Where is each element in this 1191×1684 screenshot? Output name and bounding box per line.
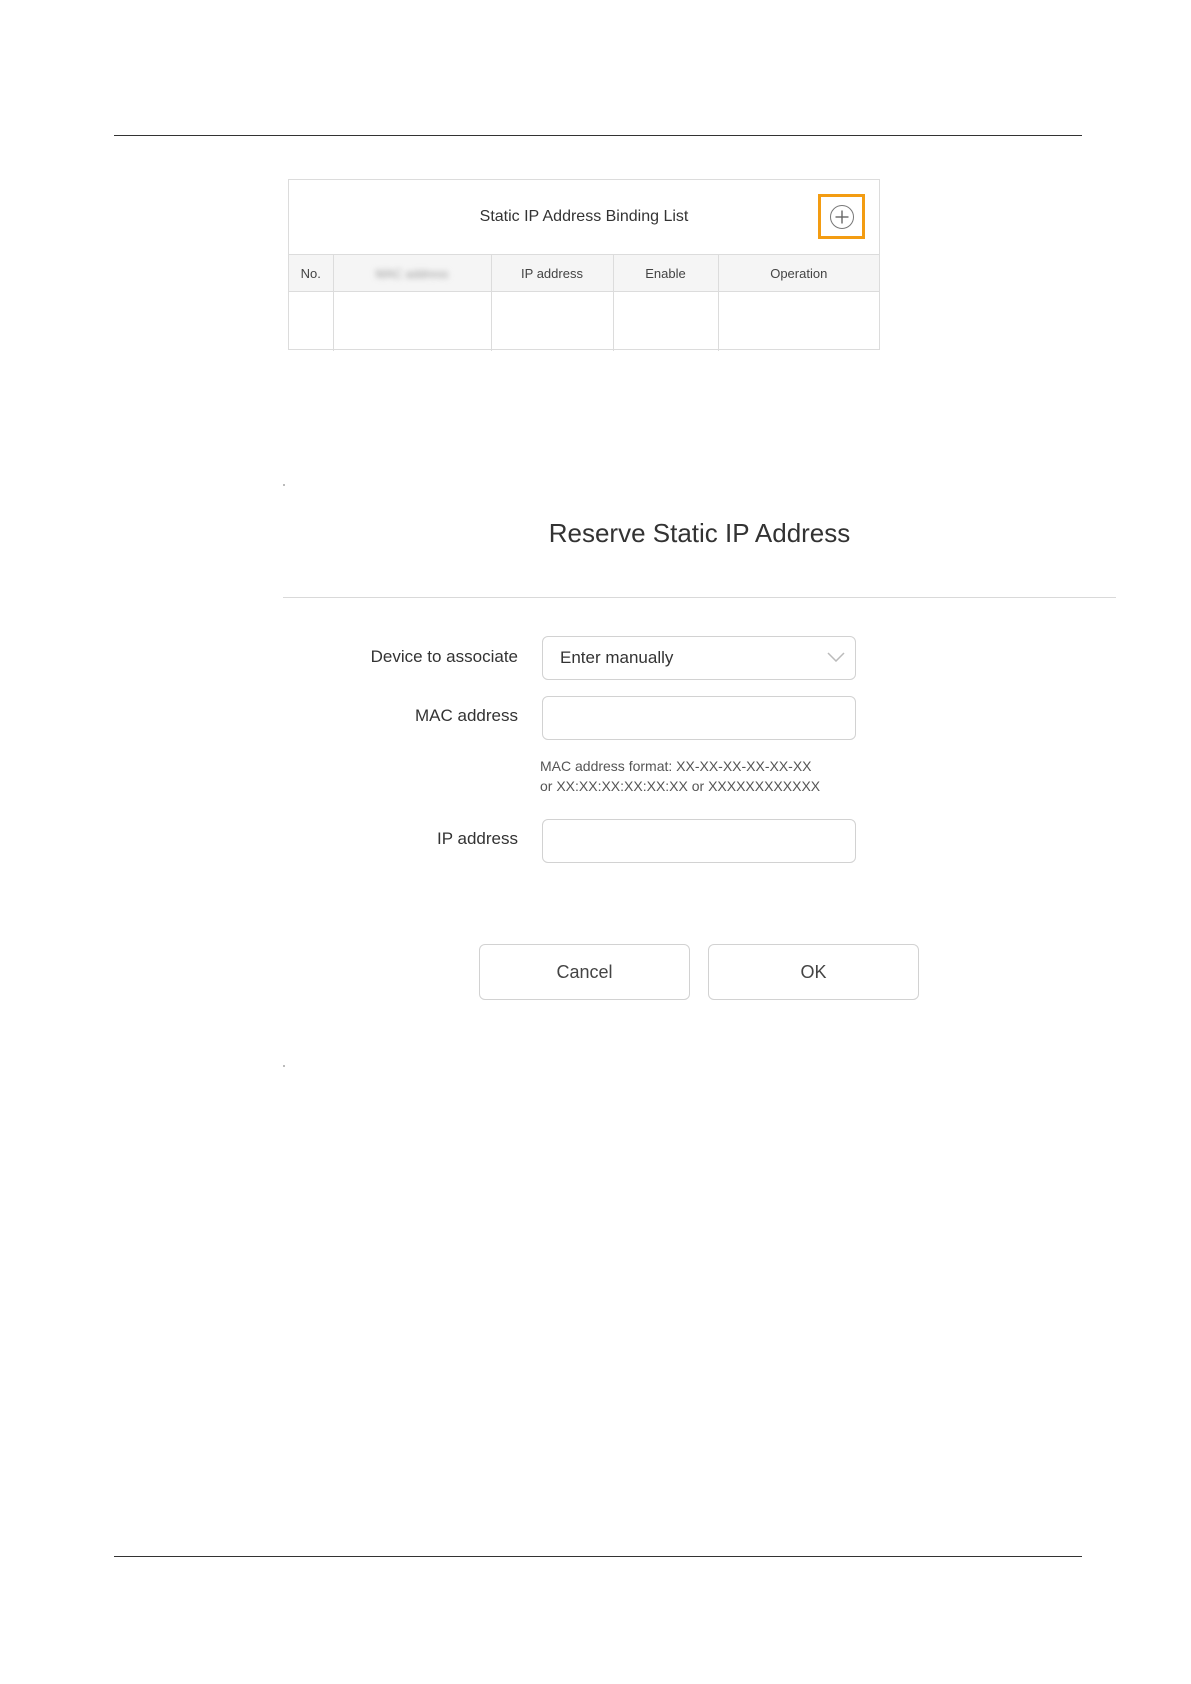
mac-address-hint [540, 756, 820, 796]
column-header-no: No. [289, 255, 333, 292]
blurred-header-label: MAC address [375, 266, 449, 281]
mac-address-label: MAC address [415, 706, 518, 725]
add-binding-button[interactable] [830, 205, 854, 229]
device-to-associate-select[interactable] [542, 636, 856, 680]
add-button-highlight [818, 194, 865, 239]
cancel-button[interactable]: Cancel [479, 944, 690, 1000]
page-footer-rule [114, 1556, 1082, 1557]
ok-button[interactable]: OK [708, 944, 919, 1000]
table-cell [613, 292, 718, 352]
ip-address-label: IP address [437, 829, 518, 848]
dialog-divider [283, 597, 1116, 598]
binding-list-title: Static IP Address Binding List [479, 208, 689, 225]
mac-hint-line: or XX:XX:XX:XX:XX:XX or XXXXXXXXXXXX [540, 778, 821, 794]
table-cell [718, 292, 879, 352]
column-header-ip: IP address [491, 255, 613, 292]
column-header-operation: Operation [718, 255, 879, 292]
column-header-enable: Enable [613, 255, 718, 292]
plus-circle-icon [835, 210, 849, 224]
device-to-associate-label: Device to associate [370, 647, 518, 666]
binding-list-table [289, 254, 879, 351]
binding-list-panel [288, 179, 880, 350]
mac-address-input[interactable] [542, 696, 856, 740]
table-cell [333, 292, 491, 352]
page-header-rule [114, 135, 1082, 136]
chevron-down-icon [827, 652, 845, 662]
column-header-mac [333, 255, 491, 292]
separator-dot [283, 484, 285, 486]
table-header-row [289, 255, 879, 292]
device-select-value: Enter manually [560, 648, 674, 667]
separator-dot [283, 1065, 285, 1067]
table-cell [289, 292, 333, 352]
table-cell [491, 292, 613, 352]
dialog-title: Reserve Static IP Address [548, 518, 851, 548]
mac-hint-line: MAC address format: XX-XX-XX-XX-XX-XX [540, 758, 812, 774]
table-row [289, 292, 879, 352]
ip-address-input[interactable] [542, 819, 856, 863]
